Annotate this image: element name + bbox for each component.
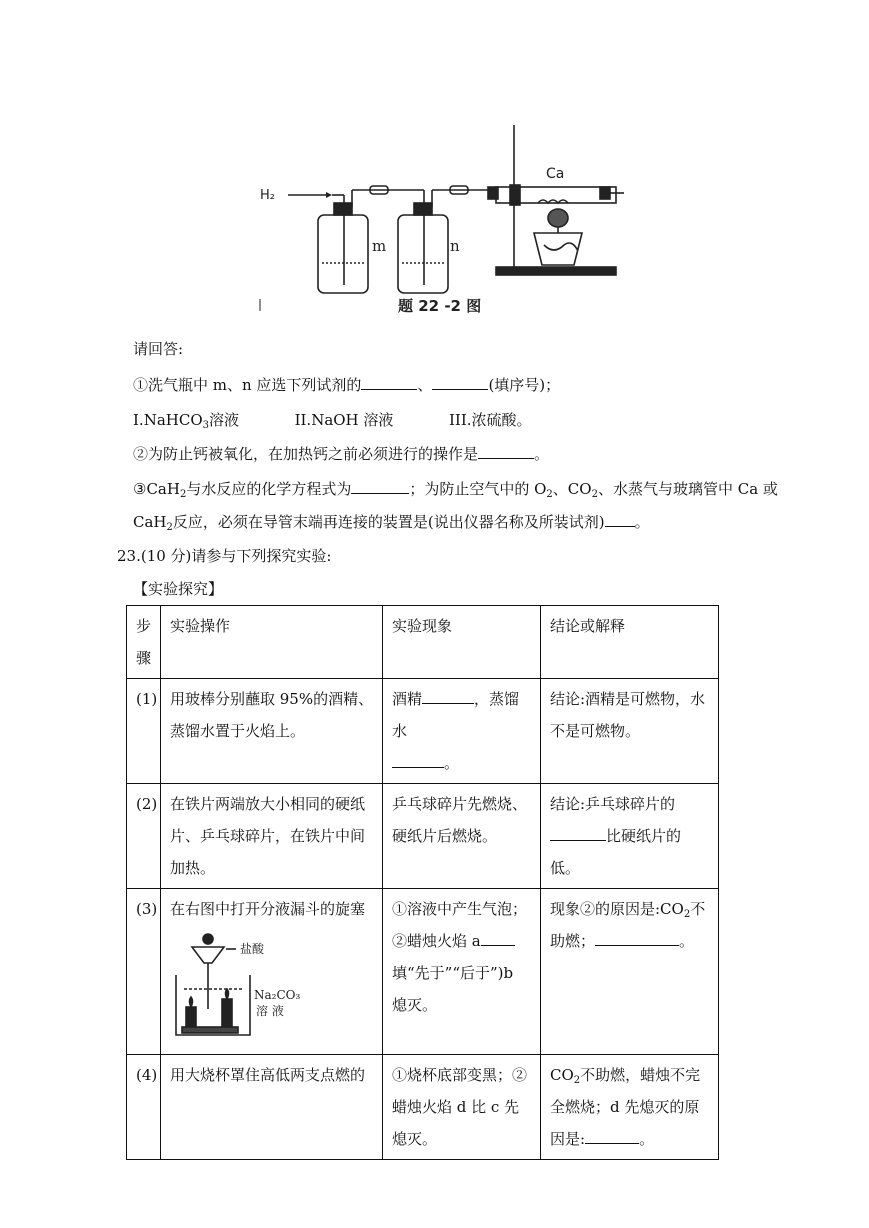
answer-blank[interactable] xyxy=(550,826,606,841)
q22-item3-cont: CaH$_2$反应，必须在导管末端再连接的装置是(说出仪器名称及所装试剂) 。 xyxy=(133,513,650,533)
row3-step: (3) xyxy=(127,889,161,1055)
q22-item2: ②为防止钙被氧化，在加热钙之前必须进行的操作是 。 xyxy=(133,445,550,463)
figure-caption: 题 22 -2 图 xyxy=(398,297,482,315)
answer-blank[interactable] xyxy=(432,375,488,390)
answer-blank[interactable] xyxy=(351,479,409,494)
salt-label: Na₂CO₃ xyxy=(254,988,301,1002)
answer-blank[interactable] xyxy=(605,512,635,527)
header-operation: 实验操作 xyxy=(161,606,383,679)
table-row xyxy=(127,889,719,1055)
row1-step: (1) xyxy=(127,679,161,784)
table-header-row xyxy=(127,606,719,679)
answer-blank[interactable] xyxy=(361,375,417,390)
row1-observation: 酒精 ，蒸馏水 。 xyxy=(383,679,541,784)
row4-operation: 用大烧杯罩住高低两支点燃的 xyxy=(161,1055,383,1160)
row2-conclusion: 结论:乒乓球碎片的 比硬纸片的低。 xyxy=(541,784,719,889)
answer-blank[interactable] xyxy=(478,444,534,459)
answer-blank[interactable] xyxy=(392,753,444,768)
figure-ca-label: Ca xyxy=(546,166,565,182)
table-row xyxy=(127,1055,719,1160)
experiment-table xyxy=(126,605,719,1160)
q22-item1 xyxy=(133,375,560,395)
q22-options xyxy=(133,410,532,430)
option-2: II.NaOH 溶液 xyxy=(294,411,394,429)
acid-label: 盐酸 xyxy=(240,942,265,956)
table-row xyxy=(127,679,719,784)
solution-label: 溶 液 xyxy=(256,1004,284,1018)
row3-conclusion: 现象②的原因是$:CO_2$不助燃； 。 xyxy=(541,889,719,1055)
row2-operation: 在铁片两端放大小相同的硬纸片、乒乓球碎片，在铁片中间加热。 xyxy=(161,784,383,889)
option-1: I.NaHCO$_3$溶液 xyxy=(133,411,240,431)
header-step: 步骤 xyxy=(127,606,161,679)
row2-observation: 乒乓球碎片先燃烧、硬纸片后燃烧。 xyxy=(383,784,541,889)
figure-bottle-n-label: n xyxy=(450,237,460,255)
header-observation: 实验现象 xyxy=(383,606,541,679)
q22-prompt: 请回答: xyxy=(133,340,184,358)
q22-item1-text-a: ①洗气瓶中 m、n 应选下列试剂的 xyxy=(133,376,362,394)
answer-blank[interactable] xyxy=(422,689,474,704)
q23-title: 23.(10 分)请参与下列探究实验: xyxy=(117,547,332,565)
answer-blank[interactable] xyxy=(595,931,679,946)
row1-conclusion: 结论:酒精是可燃物，水不是可燃物。 xyxy=(541,679,719,784)
q22-item1-text-b: (填序号)； xyxy=(488,376,561,394)
figure-gas-label: H₂ xyxy=(260,188,275,203)
answer-blank[interactable] xyxy=(585,1129,639,1144)
row3-operation: 在右图中打开分液漏斗的旋塞 盐酸 Na₂CO₃ 溶 液 xyxy=(161,889,383,1055)
row4-conclusion: $CO_2$不助燃，蜡烛不完全燃烧；d 先熄灭的原因是: 。 xyxy=(541,1055,719,1160)
q22-item1-sep: 、 xyxy=(417,376,433,394)
beaker-figure xyxy=(170,929,320,1041)
figure-bottle-m-label: m xyxy=(372,237,387,255)
option-3: III.浓硫酸。 xyxy=(448,411,532,429)
apparatus-figure xyxy=(248,115,628,320)
row4-observation: ①烧杯底部变黑；②蜡烛火焰 d 比 c 先熄灭。 xyxy=(383,1055,541,1160)
answer-blank[interactable] xyxy=(481,931,515,946)
q22-item3: ③CaH$_2$与水反应的化学方程式为 ；为防止空气中的 $O_2$、$CO_2$、水蒸气与玻璃管中 Ca 或 xyxy=(133,480,778,500)
row1-operation: 用玻棒分别蘸取 95%的酒精、蒸馏水置于火焰上。 xyxy=(161,679,383,784)
row4-step: (4) xyxy=(127,1055,161,1160)
q23-section: 【实验探究】 xyxy=(133,580,224,598)
row2-step: (2) xyxy=(127,784,161,889)
row3-observation: ①溶液中产生气泡；②蜡烛火焰 a填“先于”“后于”)b 熄灭。 xyxy=(383,889,541,1055)
table-row xyxy=(127,784,719,889)
header-conclusion: 结论或解释 xyxy=(541,606,719,679)
